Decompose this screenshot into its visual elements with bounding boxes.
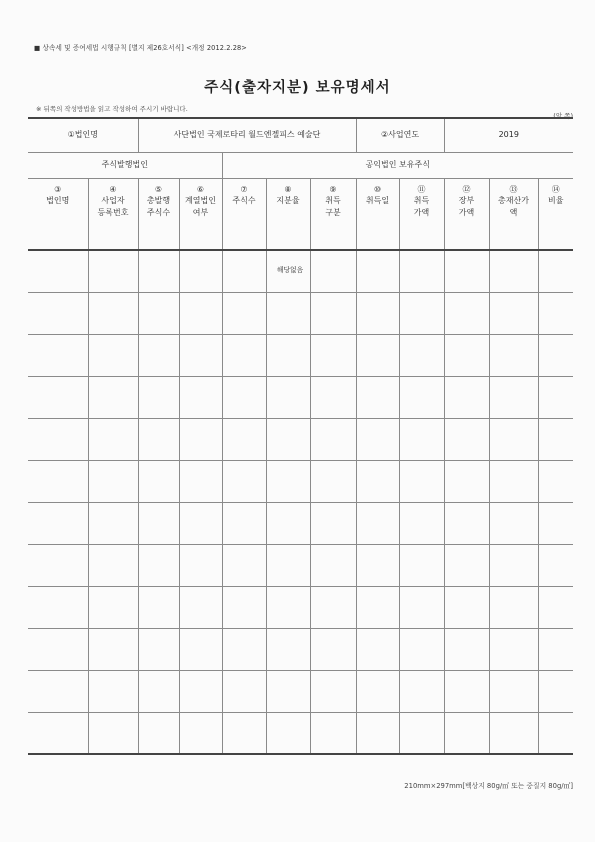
table-cell[interactable] [444,712,489,754]
table-cell[interactable] [310,712,356,754]
table-cell[interactable] [88,628,138,670]
table-row [28,628,573,670]
column-number: ⑫ [462,184,471,194]
table-cell[interactable] [28,712,88,754]
table-cell[interactable] [399,670,444,712]
table-cell[interactable] [310,670,356,712]
table-cell[interactable] [222,334,266,376]
table-cell[interactable] [489,250,538,292]
column-label: 사업자 등록번호 [97,196,129,217]
table-cell[interactable] [138,628,179,670]
table-cell[interactable] [310,502,356,544]
table-cell[interactable] [266,712,310,754]
table-cell[interactable] [356,670,399,712]
table-cell[interactable] [356,460,399,502]
column-header [266,178,310,250]
table-cell[interactable] [444,376,489,418]
table-row [28,502,573,544]
table-cell[interactable] [88,334,138,376]
table-cell[interactable] [179,460,222,502]
table-cell[interactable] [538,376,573,418]
table-cell[interactable] [179,544,222,586]
form-reference-note: ■ 상속세 및 증여세법 시행규칙 [별지 제26호서식] <개정 2012.2.28> [34,44,247,52]
column-label: 총발행 주식수 [146,196,171,217]
table-cell[interactable] [489,292,538,334]
table-cell[interactable] [310,376,356,418]
table-cell[interactable] [222,418,266,460]
table-cell[interactable] [266,544,310,586]
table-cell[interactable] [88,712,138,754]
table-cell[interactable] [28,544,88,586]
table-cell[interactable] [179,334,222,376]
table-cell[interactable] [444,250,489,292]
table-cell[interactable] [138,250,179,292]
table-cell[interactable] [356,418,399,460]
table-cell[interactable] [179,376,222,418]
table-cell[interactable] [28,670,88,712]
table-cell[interactable] [222,250,266,292]
table-cell[interactable] [356,334,399,376]
column-label: 주식수 [232,196,256,206]
paper-spec: 210mm×297mm[백상지 80g/㎡ 또는 중질지 80g/㎡] [404,782,573,790]
table-row [28,670,573,712]
page-side-label: (앞 쪽) [553,112,573,120]
table-cell[interactable] [489,544,538,586]
column-header [310,178,356,250]
table-cell[interactable] [489,628,538,670]
table-cell[interactable] [356,250,399,292]
table-cell[interactable] [310,250,356,292]
table-cell[interactable] [28,334,88,376]
table-cell[interactable] [489,334,538,376]
table-cell[interactable] [310,586,356,628]
table-cell[interactable] [28,418,88,460]
issuer-group-header: 주식발행법인 [28,152,222,178]
table-cell[interactable] [266,460,310,502]
corp-name-value: 사단법인 국제로타리 월드엔젤피스 예술단 [138,118,356,152]
column-number: ⑬ [509,184,518,194]
table-cell[interactable] [356,544,399,586]
table-cell[interactable] [88,376,138,418]
table-cell[interactable] [444,418,489,460]
column-header [399,178,444,250]
table-cell[interactable] [88,586,138,628]
column-number: ⑤ [154,184,163,194]
table-cell[interactable] [538,544,573,586]
table-row [28,586,573,628]
no-data-text: 해당없음 [276,266,304,275]
table-cell[interactable] [28,292,88,334]
table-cell[interactable] [179,292,222,334]
table-cell[interactable] [538,334,573,376]
column-number: ⑪ [417,184,426,194]
table-cell[interactable] [399,502,444,544]
table-cell[interactable] [28,250,88,292]
table-cell[interactable] [444,544,489,586]
table-cell[interactable] [538,670,573,712]
table-cell[interactable] [399,250,444,292]
table-cell[interactable] [489,460,538,502]
table-cell[interactable] [88,544,138,586]
table-cell[interactable] [138,292,179,334]
table-cell[interactable] [266,292,310,334]
table-cell[interactable] [179,250,222,292]
table-row [28,418,573,460]
table-cell[interactable] [399,376,444,418]
table-cell[interactable] [266,418,310,460]
table-cell[interactable] [399,460,444,502]
table-cell[interactable] [222,712,266,754]
table-cell[interactable] [489,502,538,544]
table-cell[interactable] [266,250,310,292]
table-cell[interactable] [138,670,179,712]
table-cell[interactable] [179,502,222,544]
table-cell[interactable] [138,334,179,376]
table-row [28,376,573,418]
table-cell[interactable] [444,502,489,544]
table-cell[interactable] [179,670,222,712]
table-cell[interactable] [399,418,444,460]
table-cell[interactable] [538,712,573,754]
table-cell[interactable] [222,670,266,712]
column-header [444,178,489,250]
table-cell[interactable] [310,334,356,376]
table-cell[interactable] [88,418,138,460]
table-row [28,544,573,586]
column-header [489,178,538,250]
table-cell[interactable] [310,628,356,670]
table-cell[interactable] [538,292,573,334]
table-cell[interactable] [489,670,538,712]
column-number: ⑩ [373,184,382,194]
table-cell[interactable] [310,544,356,586]
table-cell[interactable] [444,586,489,628]
table-cell[interactable] [266,586,310,628]
table-cell[interactable] [138,502,179,544]
table-cell[interactable] [444,292,489,334]
table-cell[interactable] [179,586,222,628]
table-cell[interactable] [538,502,573,544]
column-number: ⑦ [240,184,248,194]
column-label: 취득일 [365,196,390,206]
table-cell[interactable] [266,628,310,670]
column-label: 취득 구분 [325,196,341,217]
table-cell[interactable] [28,586,88,628]
column-label: 총재산가 액 [498,196,529,217]
table-cell[interactable] [266,376,310,418]
column-label: 계열법인 여부 [185,196,216,217]
table-cell[interactable] [444,628,489,670]
column-header [28,178,88,250]
table-cell[interactable] [399,712,444,754]
table-cell[interactable] [222,376,266,418]
column-number: ⑥ [196,184,205,194]
table-cell[interactable] [28,376,88,418]
table-row [28,712,573,754]
column-header [138,178,179,250]
business-year-label: ②사업연도 [356,118,444,152]
table-cell[interactable] [356,376,399,418]
table-cell[interactable] [538,460,573,502]
table-cell[interactable] [399,544,444,586]
column-label: 비율 [548,196,564,206]
table-cell[interactable] [356,292,399,334]
table-cell[interactable] [138,586,179,628]
column-header [538,178,573,250]
table-cell[interactable] [88,460,138,502]
column-header [179,178,222,250]
column-label: 취득 가액 [413,196,430,217]
table-cell[interactable] [310,292,356,334]
table-cell[interactable] [222,628,266,670]
table-cell[interactable] [138,376,179,418]
table-cell[interactable] [28,628,88,670]
table-cell[interactable] [356,502,399,544]
table-cell[interactable] [88,250,138,292]
table-cell[interactable] [28,460,88,502]
table-cell[interactable] [222,502,266,544]
table-cell[interactable] [399,334,444,376]
table-cell[interactable] [266,670,310,712]
table-row [28,250,573,292]
table-cell[interactable] [138,712,179,754]
table-cell[interactable] [356,712,399,754]
table-cell[interactable] [310,460,356,502]
column-header [88,178,138,250]
table-cell[interactable] [538,586,573,628]
table-cell[interactable] [222,292,266,334]
column-number: ⑭ [551,184,560,194]
table-cell[interactable] [489,586,538,628]
column-label: 법인명 [46,196,70,206]
table-cell[interactable] [138,418,179,460]
column-number: ⑧ [284,184,292,194]
column-number: ③ [54,184,62,194]
table-cell[interactable] [538,628,573,670]
column-header [222,178,266,250]
table-cell[interactable] [138,544,179,586]
table-cell[interactable] [138,460,179,502]
table-cell[interactable] [356,586,399,628]
table-cell[interactable] [444,460,489,502]
instruction-note: ※ 뒤쪽의 작성방법을 읽고 작성하여 주시기 바랍니다. [36,105,188,113]
table-cell[interactable] [399,586,444,628]
table-cell[interactable] [222,544,266,586]
table-cell[interactable] [444,670,489,712]
table-cell[interactable] [538,250,573,292]
table-cell[interactable] [538,418,573,460]
table-cell[interactable] [356,628,399,670]
table-cell[interactable] [310,418,356,460]
table-row [28,334,573,376]
table-row [28,292,573,334]
column-header [356,178,399,250]
table-cell[interactable] [222,460,266,502]
table-cell[interactable] [28,502,88,544]
table-cell[interactable] [489,418,538,460]
table-cell[interactable] [88,502,138,544]
table-cell[interactable] [489,712,538,754]
column-number: ④ [109,184,117,194]
column-number: ⑨ [329,184,337,194]
table-cell[interactable] [489,376,538,418]
table-cell[interactable] [179,418,222,460]
holding-group-header: 공익법인 보유주식 [222,152,573,178]
table-cell[interactable] [444,334,489,376]
table-cell[interactable] [179,712,222,754]
corp-name-label: ①법인명 [28,118,138,152]
table-cell[interactable] [399,292,444,334]
table-cell[interactable] [179,628,222,670]
page-title: 주식(출자지분) 보유명세서 [204,80,391,96]
table-cell[interactable] [88,670,138,712]
table-cell[interactable] [222,586,266,628]
table-cell[interactable] [266,502,310,544]
column-label: 장부 가액 [458,196,475,217]
business-year-value: 2019 [444,118,573,152]
table-cell[interactable] [266,334,310,376]
table-row [28,460,573,502]
shareholding-table [28,117,573,755]
table-cell[interactable] [399,628,444,670]
table-cell[interactable] [88,292,138,334]
column-label: 지분율 [276,196,300,206]
